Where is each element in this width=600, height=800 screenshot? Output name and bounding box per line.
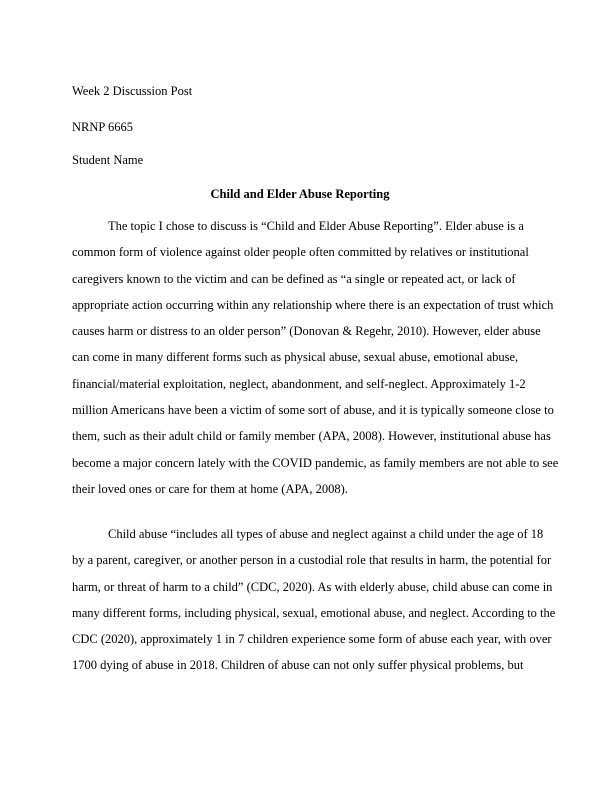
paragraph-line: common form of violence against older people often committed by relatives or institutional (72, 245, 529, 260)
paragraph-line: caregivers known to the victim and can be defined as “a single or repeated act, or lack of (72, 271, 516, 286)
paragraph-line: CDC (2020), approximately 1 in 7 children experience some form of abuse each year, with over (72, 632, 552, 647)
paragraph-line: causes harm or distress to an older person” (Donovan & Regehr, 2010). However, elder abuse (72, 324, 541, 339)
header-course: NRNP 6665 (72, 120, 134, 134)
paragraph-line: appropriate action occurring within any relationship where there is an expectation of trust which (72, 297, 554, 312)
paragraph-line: harm, or threat of harm to a child” (CDC, 2020). As with elderly abuse, child abuse can come in (72, 579, 553, 594)
paragraph-line: them, such as their adult child or family member (APA, 2008). However, institutional abuse has (72, 429, 551, 444)
document-title: Child and Elder Abuse Reporting (210, 187, 390, 201)
paragraph-child-abuse (72, 521, 556, 679)
header-assignment: Week 2 Discussion Post (72, 84, 193, 98)
paragraph-line: million Americans have been a victim of some sort of abuse, and it is typically someone close to (72, 403, 554, 418)
paragraph-line: can come in many different forms such as physical abuse, sexual abuse, emotional abuse, (72, 350, 519, 365)
header-student-name: Student Name (72, 153, 144, 167)
paragraph-line: financial/material exploitation, neglect, abandonment, and self-neglect. Approximately 1-2 (72, 376, 526, 391)
paragraph-elder-abuse (72, 213, 559, 502)
paragraph-line: become a major concern lately with the COVID pandemic, as family members are not able to see (72, 455, 559, 470)
paragraph-line: 1700 dying of abuse in 2018. Children of abuse can not only suffer physical problems, but (72, 658, 524, 673)
paragraph-line: many different forms, including physical, sexual, emotional abuse, and neglect. According to the (72, 605, 556, 620)
paragraph-line: by a parent, caregiver, or another person in a custodial role that results in harm, the potential for (72, 553, 552, 568)
paragraph-line: Child abuse “includes all types of abuse and neglect against a child under the age of 18 (108, 527, 544, 541)
paragraph-line: The topic I chose to discuss is “Child and Elder Abuse Reporting”. Elder abuse is a (108, 219, 524, 233)
paragraph-line: their loved ones or care for them at home (APA, 2008). (72, 481, 348, 496)
